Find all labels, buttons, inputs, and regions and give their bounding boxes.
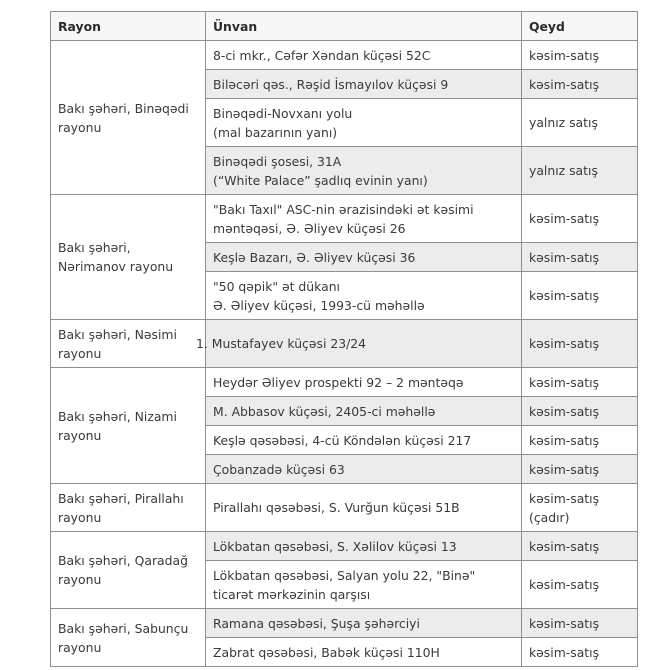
table-row [51,195,638,243]
rayon-cell: Bakı şəhəri, Qaradağ rayonu [51,532,206,609]
note-cell: yalnız satış [522,99,638,147]
address-line: "Bakı Taxıl" ASC-nin ərazisindəki ət kəsimi [213,201,474,217]
address-line: "50 qəpik" ət dükanı [213,278,340,294]
address-cell: Ramana qəsəbəsi, Şuşa şəhərciyi [206,609,522,638]
column-header-qeyd: Qeyd [522,12,638,41]
table-header-row [51,12,638,41]
address-line: (“White Palace” şadlıq evinin yanı) [213,172,428,188]
column-header-rayon: Rayon [51,12,206,41]
note-line: (çadır) [529,509,570,525]
note-cell: kəsim-satış [522,41,638,70]
address-cell: Biləcəri qəs., Rəşid İsmayılov küçəsi 9 [206,70,522,99]
address-line: Mustafayev küçəsi 23/24 [211,336,367,351]
note-cell: kəsim-satış [522,638,638,667]
address-cell: Heydər Əliyev prospekti 92 – 2 məntəqə [206,368,522,397]
address-line: (mal bazarının yanı) [213,124,338,140]
address-cell [206,561,522,609]
table-row [51,532,638,561]
rayon-cell: Bakı şəhəri, Nəsimi rayonu [51,320,206,368]
address-cell [196,320,522,368]
note-cell: kəsim-satış [522,455,638,484]
address-line: Ə. Əliyev küçəsi, 1993-cü məhəllə [213,297,425,313]
note-cell: kəsim-satış [522,368,638,397]
address-line: Binəqədi-Novxanı yolu [213,105,353,121]
address-cell [206,195,522,243]
column-header-unvan: Ünvan [206,12,522,41]
rayon-cell: Bakı şəhəri, Nizami rayonu [51,368,206,484]
note-cell: kəsim-satış [522,272,638,320]
rayon-cell: Bakı şəhəri, Binəqədi rayonu [51,41,206,195]
address-cell [206,99,522,147]
note-line: kəsim-satış [529,490,600,506]
rayon-cell: Bakı şəhəri, Nərimanov rayonu [51,195,206,320]
note-cell: kəsim-satış [522,426,638,455]
rayon-cell: Bakı şəhəri, Pirallahı rayonu [51,484,206,532]
address-cell [206,147,522,195]
table-row [51,484,638,532]
note-cell: kəsim-satış [522,561,638,609]
table-row [51,41,638,70]
table-row [51,368,638,397]
note-cell: kəsim-satış [522,195,638,243]
address-cell: Zabrat qəsəbəsi, Babək küçəsi 110H [206,638,522,667]
table-row [51,609,638,638]
address-cell: M. Abbasov küçəsi, 2405-ci məhəllə [206,397,522,426]
address-cell: Çobanzadə küçəsi 63 [206,455,522,484]
note-cell [522,484,638,532]
note-cell: kəsim-satış [522,532,638,561]
address-cell: Keşlə qəsəbəsi, 4-cü Köndələn küçəsi 217 [206,426,522,455]
address-cell [206,272,522,320]
note-cell: kəsim-satış [522,320,638,368]
address-line: ticarət mərkəzinin qarşısı [213,586,371,602]
address-cell: 8-ci mkr., Cəfər Xəndan küçəsi 52C [206,41,522,70]
address-line: məntəqəsi, Ə. Əliyev küçəsi 26 [213,220,406,236]
table-row [51,320,638,368]
address-cell: Pirallahı qəsəbəsi, S. Vurğun küçəsi 51B [206,484,522,532]
address-line: Binəqədi şosesi, 31A [213,153,342,169]
rayon-cell: Bakı şəhəri, Sabunçu rayonu [51,609,206,667]
note-cell: kəsim-satış [522,397,638,426]
address-cell: Lökbatan qəsəbəsi, S. Xəlilov küçəsi 13 [206,532,522,561]
address-line: Lökbatan qəsəbəsi, Salyan yolu 22, "Binə" [213,567,476,583]
points-table [50,11,638,667]
note-cell: kəsim-satış [522,609,638,638]
list-marker: 1. [196,336,208,351]
note-cell: kəsim-satış [522,243,638,272]
note-cell: kəsim-satış [522,70,638,99]
address-cell: Keşlə Bazarı, Ə. Əliyev küçəsi 36 [206,243,522,272]
note-cell: yalnız satış [522,147,638,195]
